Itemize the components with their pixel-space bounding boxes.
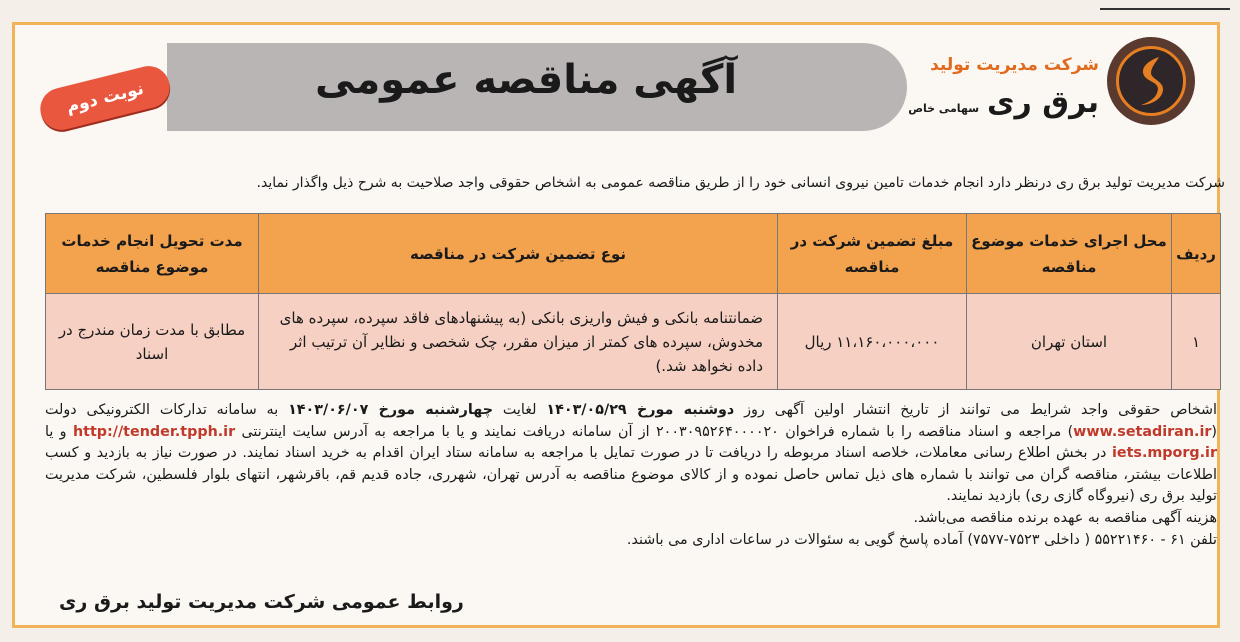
- phone-line: تلفن ۶۱ - ۵۵۲۲۱۴۶۰ ( داخلی ۷۵۲۳-۷۵۷۷) آماده پاسخ گویی به سئوالات در ساعات اداری می باشند.: [626, 531, 1217, 548]
- body-text-6: در بخش اطلاع رسانی معاملات، خلاصه اسناد مربوطه را دریافت تا در صورت تمایل با مراجعه به سامانه ستاد ایران اقدام به خرید اسناد نمایند. در صورت نیاز به بازدید و کسب اطلاعات بیشتر، مناقصه گران می توانند با شماره های ذیل تماس حاصل نموده و از کالای موضوع مناقصه به آدرس تهران، شهرری، جاده قدیم قم، باقرشهر، انتهای بلوار فلسطین، شرکت مدیریت تولید برق ری (نیروگاه گازی ری) بازدید نمایند.: [45, 445, 1217, 505]
- page-title: آگهی مناقصه عمومی: [315, 57, 738, 103]
- tender-link[interactable]: http://tender.tpph.ir: [72, 423, 236, 440]
- mporg-link[interactable]: iets.mporg.ir: [1112, 445, 1217, 462]
- company-name: برق ری: [987, 85, 1099, 120]
- body-text-3: به سامانه تدارکات الکترونیکی دولت (: [45, 402, 1217, 440]
- company-line2: [908, 85, 1099, 120]
- company-type: سهامی خاص: [908, 102, 980, 115]
- cost-note: هزینه آگهی مناقصه به عهده برنده مناقصه می‌باشد.: [913, 509, 1217, 526]
- footer-signature: روابط عمومی شرکت مدیریت تولید برق ری: [59, 591, 464, 613]
- ad-frame: [12, 22, 1225, 628]
- intro-paragraph: شرکت مدیریت تولید برق ری درنظر دارد انجام خدمات تامین نیروی انسانی خود را از طریق مناقصه عمومی به اشخاص حقوقی واجد صلاحیت به شرح ذیل واگذار نماید.: [256, 175, 1225, 191]
- cell-time: مطابق با مدت زمان مندرج در اسناد: [46, 294, 259, 390]
- table-row: [46, 294, 1221, 390]
- company-logo: [1107, 37, 1195, 125]
- header-amount: مبلغ تضمین شرکت در مناقصه: [778, 214, 967, 294]
- badge-second-round: نوبت دوم: [36, 62, 174, 135]
- header-place: محل اجرای خدمات موضوع مناقصه: [967, 214, 1172, 294]
- start-date: دوشنبه مورخ ۱۴۰۳/۰۵/۲۹: [546, 402, 735, 418]
- cell-type: ضمانتنامه بانکی و فیش واریزی بانکی (به پیشنهادهای فاقد سپرده، سپرده های مخدوش، سپرده های کمتر از میزان مقرر، چک شخصی و نظایر آن ترتیب اثر داده نخواهد شد.): [259, 294, 778, 390]
- table-header-row: [46, 214, 1221, 294]
- end-date: چهارشنبه مورخ ۱۴۰۳/۰۶/۰۷: [288, 402, 494, 418]
- cell-amount: ۱۱،۱۶۰،۰۰۰،۰۰۰ ریال: [778, 294, 967, 390]
- lightning-icon: [1129, 55, 1173, 107]
- company-line1: شرکت مدیریت تولید: [930, 55, 1099, 75]
- tender-table: [45, 213, 1221, 390]
- body-text-5: و یا: [45, 423, 67, 440]
- body-text-2: لغایت: [502, 402, 537, 418]
- body-text-4: ) مراجعه و اسناد مناقصه را با شماره فراخوان ۲۰۰۳۰۹۵۲۶۴۰۰۰۰۲۰ از آن سامانه دریافت نمایند و یا با مراجعه به آدرس سایت اینترنتی: [241, 423, 1074, 440]
- header-type: نوع تضمین شرکت در مناقصه: [259, 214, 778, 294]
- header-time: مدت تحویل انجام خدمات موضوع مناقصه: [46, 214, 259, 294]
- cell-row-number: ۱: [1172, 294, 1221, 390]
- cell-place: استان تهران: [967, 294, 1172, 390]
- top-rule: [1100, 8, 1230, 10]
- body-text-1: اشخاص حقوقی واجد شرایط می توانند از تاریخ انتشار اولین آگهی روز: [744, 402, 1218, 418]
- setad-link[interactable]: www.setadiran.ir: [1073, 423, 1212, 440]
- header-row-number: ردیف: [1172, 214, 1221, 294]
- body-paragraph: [45, 400, 1217, 551]
